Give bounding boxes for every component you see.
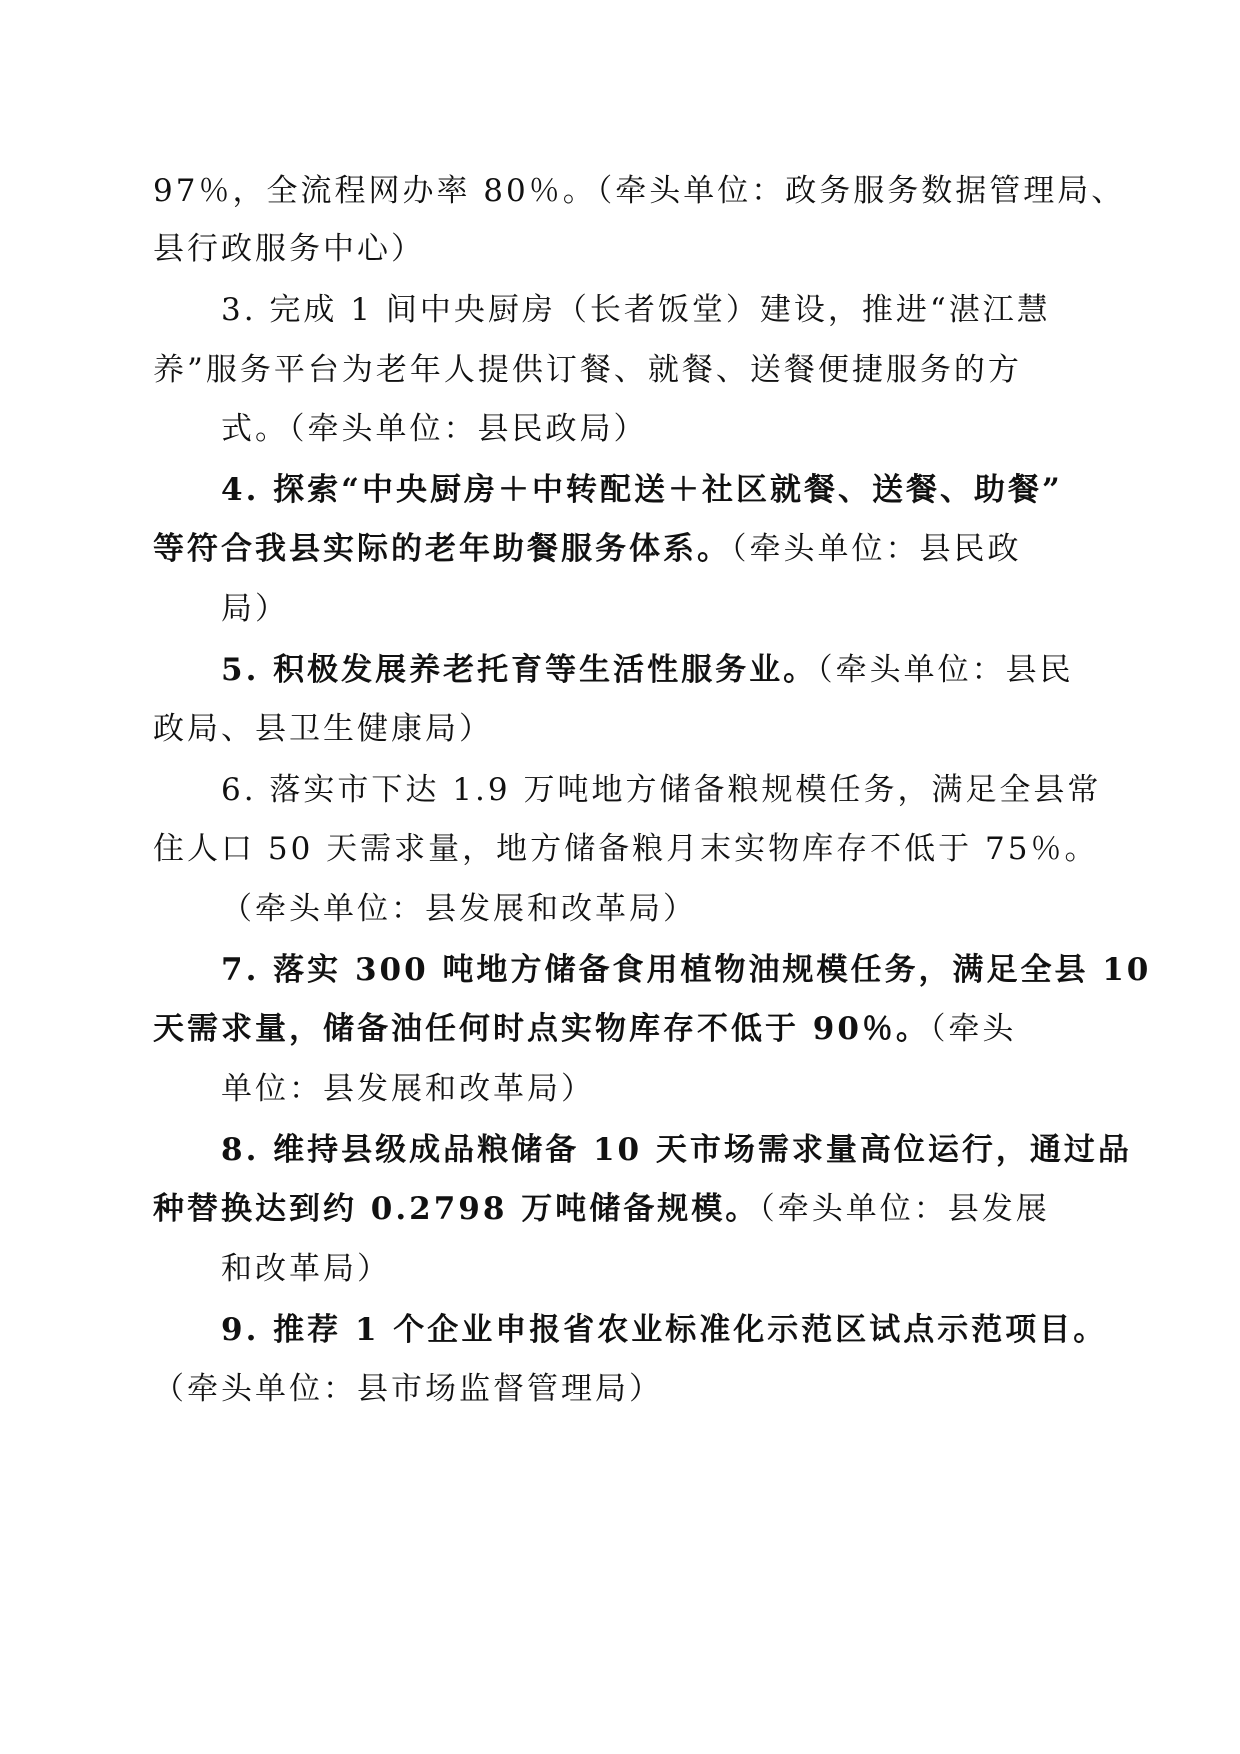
item-4-line-3: [221, 589, 289, 629]
line-bold-text: 5. 积极发展养老托育等生活性服务业。: [221, 652, 818, 688]
item-6-line-3: [221, 889, 697, 929]
text-line-1: [153, 171, 1125, 211]
item-3-line-3: [221, 409, 648, 449]
item-4-line-2: [153, 529, 1022, 569]
item-5-line-1: [221, 650, 1074, 690]
item-6-line-1: [221, 770, 1101, 810]
item-3-line-1: [221, 290, 1051, 330]
item-7-line-1: [221, 950, 1151, 990]
line-text: 养”服务平台为老年人提供订餐、就餐、送餐便捷服务的方: [153, 352, 1022, 388]
item-6-line-2: [153, 829, 1098, 869]
line-text: 政局、县卫生健康局）: [153, 711, 493, 747]
item-8-line-1: [221, 1130, 1132, 1170]
item-4-line-1: [221, 470, 1063, 510]
line-text: 县行政服务中心）: [153, 231, 425, 267]
line-bold-text: 天需求量，储备油任何时点实物库存不低于 90％。: [153, 1011, 930, 1047]
line-bold-text: 7. 落实 300 吨地方储备食用植物油规模任务，满足全县 10: [221, 952, 1152, 988]
line-bold-text: 等符合我县实际的老年助餐服务体系。: [153, 531, 731, 567]
item-7-line-2: [153, 1009, 1016, 1049]
line-text: 和改革局）: [221, 1251, 391, 1287]
item-7-line-3: [221, 1069, 595, 1109]
line-text: （牵头单位：县发展: [759, 1191, 1050, 1227]
line-text: （牵头单位：县民政: [731, 531, 1022, 567]
item-3-line-2: [153, 350, 1022, 390]
item-9-line-1: [221, 1310, 1107, 1350]
line-bold-text: 8. 维持县级成品粮储备 10 天市场需求量高位运行，通过品: [221, 1132, 1132, 1168]
item-8-line-3: [221, 1249, 391, 1289]
line-text: 住人口 50 天需求量，地方储备粮月末实物库存不低于 75％。: [153, 831, 1099, 867]
line-text: 单位：县发展和改革局）: [221, 1071, 595, 1107]
line-text: （牵头单位：县市场监督管理局）: [153, 1371, 663, 1407]
line-bold-text: 9. 推荐 1 个企业申报省农业标准化示范区试点示范项目。: [221, 1312, 1108, 1348]
line-text: 3. 完成 1 间中央厨房（长者饭堂）建设，推进“湛江慧: [221, 292, 1051, 328]
line-text: （牵头: [929, 1011, 1017, 1047]
line-text: 式。（牵头单位：县民政局）: [221, 411, 648, 447]
text-line-2: [153, 229, 425, 269]
item-8-line-2: [153, 1189, 1050, 1229]
item-9-line-2: [153, 1369, 663, 1409]
line-text: 局）: [221, 591, 289, 627]
line-text: 97％，全流程网办率 80％。（牵头单位：政务服务数据管理局、: [153, 173, 1126, 209]
line-text: （牵头单位：县发展和改革局）: [221, 891, 697, 927]
line-text: （牵头单位：县民: [817, 652, 1074, 688]
line-text: 6. 落实市下达 1.9 万吨地方储备粮规模任务，满足全县常: [221, 772, 1102, 808]
item-5-line-2: [153, 709, 493, 749]
line-bold-text: 4. 探索“中央厨房＋中转配送＋社区就餐、送餐、助餐”: [221, 472, 1063, 508]
line-bold-text: 种替换达到约 0.2798 万吨储备规模。: [153, 1191, 760, 1227]
